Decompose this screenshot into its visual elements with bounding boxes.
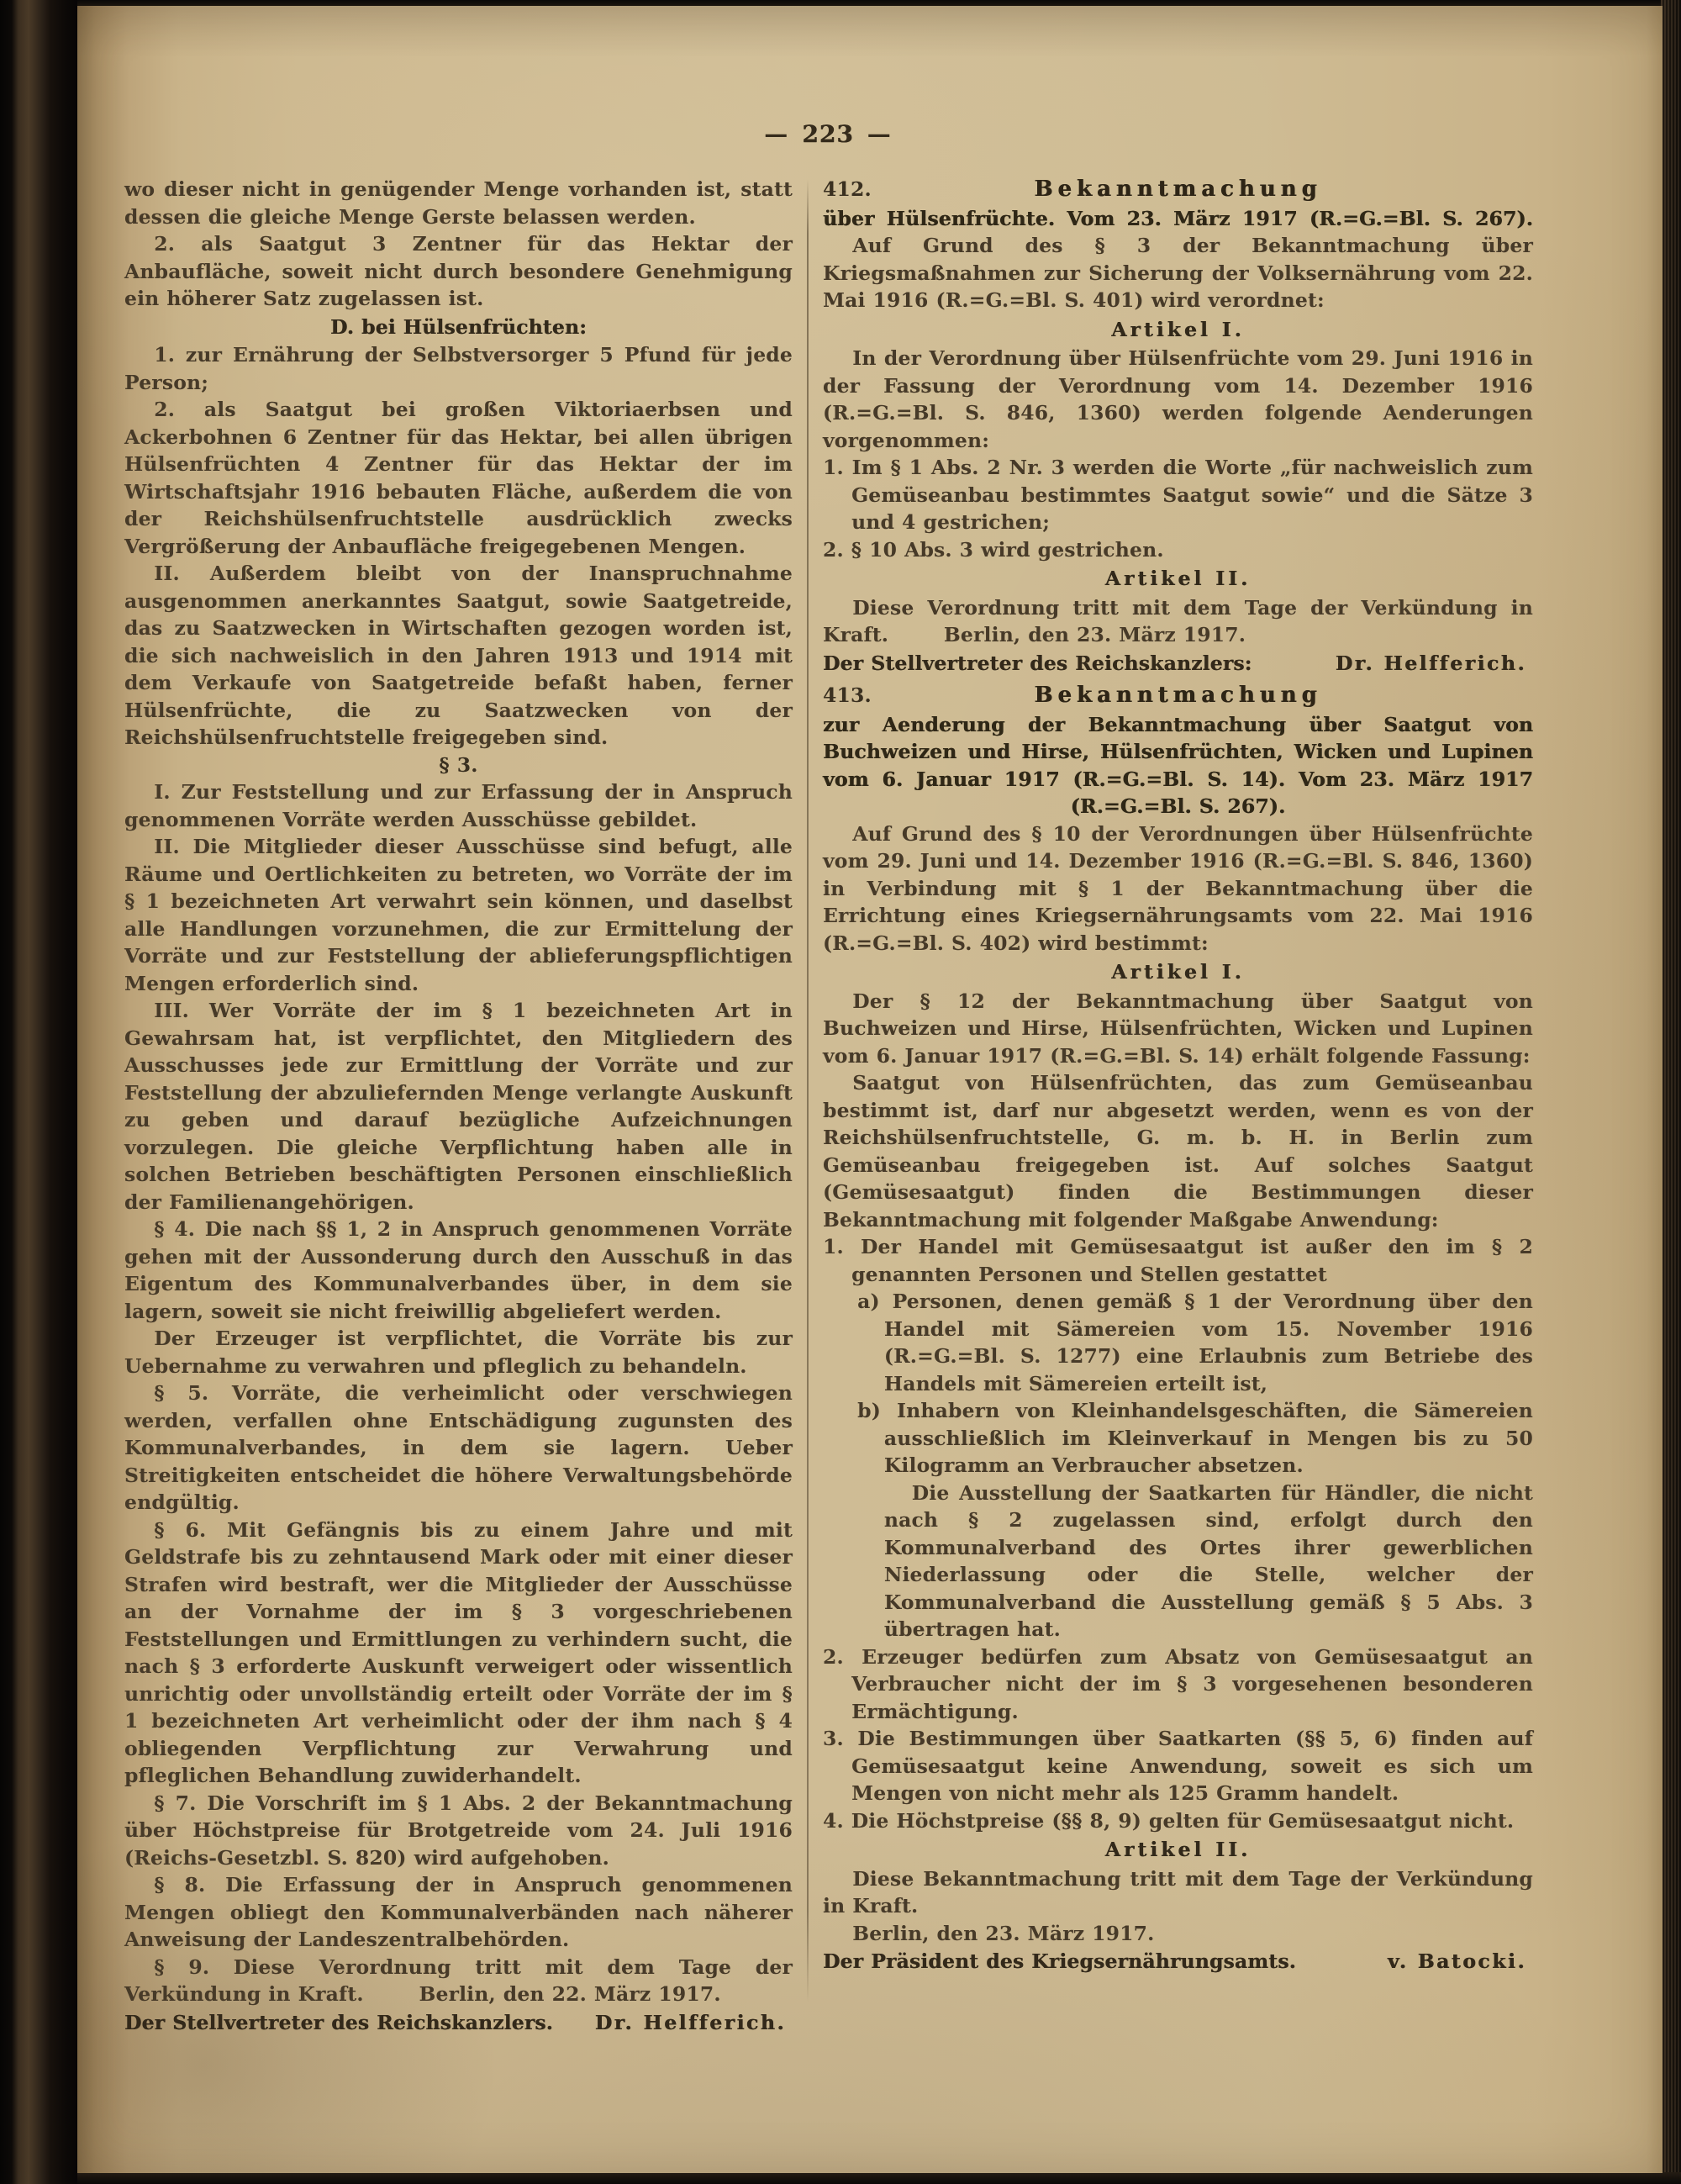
paragraph: Diese Bekanntmachung tritt mit dem Tage der Verkündung in Kraft.	[823, 1866, 1533, 1918]
paragraph: 2. als Saatgut 3 Zentner für das Hektar der Anbaufläche, soweit nicht durch besondere Genehmigung ein höherer Satz zugelassen ist.	[124, 232, 793, 310]
paragraph: § 4. Die nach §§ 1, 2 in Anspruch genommenen Vorräte gehen mit der Aussonderung durch den Ausschuß in das Eigentum des Kommunalverbandes über, in dem sie lagern, soweit sie nicht freiwillig abgeliefert werden.	[124, 1217, 793, 1323]
book-spine	[0, 0, 77, 2184]
list-continuation: Die Ausstellung der Saatkarten für Händler, die nicht nach § 2 zugelassen sind, erfolgt durch den Kommunalverband des Ortes ihrer gewerblichen Niederlassung oder die Stelle, welcher der Kommunalverband die Ausstellung gemäß § 5 Abs. 3 übertragen hat.	[883, 1480, 1533, 1641]
page-edge-bottom	[77, 2172, 1681, 2184]
section-subtitle: über Hülsenfrüchte. Vom 23. März 1917 (R.=G.=Bl. S. 267).	[823, 206, 1533, 230]
section-number: 413.	[823, 683, 872, 707]
header-dash-right: —	[867, 120, 892, 148]
paragraph: In der Verordnung über Hülsenfrüchte vom 29. Juni 1916 in der Fassung der Verordnung vom 14. Dezember 1916 (R.=G.=Bl. S. 846, 1360) werden folgende Aenderungen vorgenommen:	[823, 346, 1533, 452]
page-header	[77, 122, 1620, 147]
paragraph: II. Außerdem bleibt von der Inanspruchnahme ausgenommen anerkanntes Saatgut, sowie Saatgetreide, das zu Saatzwecken in Wirtschaften gezogen worden ist, die sich nachweislich in den Jahren 1913 und 1914 mit dem Verkaufe von Saatgetreide befaßt haben, ferner Hülsenfrüchte, die zu Saatzwecken von der Reichshülsenfruchtstelle freigegeben sind.	[124, 562, 793, 749]
signature-name: v. Batocki.	[1387, 1949, 1526, 1973]
paragraph: III. Wer Vorräte der im § 1 bezeichneten Art in Gewahrsam hat, ist verpflichtet, den Mitgliedern des Ausschusses jede zur Ermittlung der Vorräte und zur Feststellung der abzuliefernden Menge verlangte Auskunft zu geben und darauf bezügliche Aufzeichnungen vorzulegen. Die gleiche Verpflichtung haben alle in solchen Betrieben beschäftigten Personen einschließlich der Familienangehörigen.	[124, 999, 793, 1214]
page-number: 223	[802, 120, 854, 148]
list-item: 2. § 10 Abs. 3 wird gestrichen.	[823, 537, 1164, 562]
signature-role: Der Präsident des Kriegsernährungsamts.	[823, 1949, 1296, 1973]
two-column-text	[77, 176, 1663, 2036]
paragraph: § 7. Die Vorschrift im § 1 Abs. 2 der Bekanntmachung über Höchstpreise für Brotgetreide vom 24. Juli 1916 (Reichs-Gesetzbl. S. 820) wird aufgehoben.	[124, 1791, 793, 1870]
right-column	[823, 176, 1533, 2036]
section-413-header	[823, 682, 1533, 710]
paragraph: Saatgut von Hülsenfrüchten, das zum Gemüseanbau bestimmt ist, darf nur abgesetzt werden, wenn es von der Reichshülsenfruchtstelle, G. m. b. H. in Berlin zum Gemüseanbau freigegeben ist. Auf solches Saatgut (Gemüsesaatgut) finden die Bestimmungen dieser Bekanntmachung mit folgender Maßgabe Anwendung:	[823, 1071, 1533, 1232]
section-412-header	[823, 176, 1533, 203]
list-item: 4. Die Höchstpreise (§§ 8, 9) gelten für Gemüsesaatgut nicht.	[823, 1808, 1515, 1833]
section-title: Bekanntmachung	[1034, 683, 1322, 708]
article-heading: Artikel I.	[1111, 960, 1245, 984]
page-edge-stack	[1661, 0, 1681, 2184]
list-item: 1. Im § 1 Abs. 2 Nr. 3 werden die Worte „für nachweislich zum Gemüseanbau bestimmtes Saatgut sowie“ und die Sätze 3 und 4 gestrichen;	[823, 456, 1533, 534]
section-number: 412.	[823, 177, 872, 201]
sub-list-item: b) Inhabern von Kleinhandelsgeschäften, die Sämereien ausschließlich im Kleinverkauf in Mengen bis zu 50 Kilogramm an Verbraucher absetzen.	[857, 1399, 1533, 1477]
date-line: Berlin, den 23. März 1917.	[943, 623, 1246, 646]
signature-role: Der Stellvertreter des Reichskanzlers.	[124, 2010, 554, 2034]
header-dash-left: —	[764, 120, 789, 148]
article-heading: Artikel I.	[1111, 317, 1245, 341]
list-item: 3. Die Bestimmungen über Saatkarten (§§ 5, 6) finden auf Gemüsesaatgut keine Anwendung, soweit es sich um Mengen von nicht mehr als 125 Gramm handelt.	[823, 1727, 1533, 1805]
date-line: Berlin, den 22. März 1917.	[419, 1982, 721, 2006]
closing-paragraph	[124, 1954, 793, 2008]
section-subtitle: zur Aenderung der Bekanntmachung über Saatgut von Buchweizen und Hirse, Hülsenfrüchten, Wicken und Lupinen vom 6. Januar 1917 (R.=G.=Bl. S. 14). Vom 23. März 1917 (R.=G.=Bl. S. 267).	[823, 712, 1533, 818]
closing-paragraph	[823, 594, 1533, 649]
signature-row	[823, 1948, 1533, 1976]
paragraph: 1. zur Ernährung der Selbstversorger 5 Pfund für jede Person;	[124, 343, 793, 394]
paragraph: 2. als Saatgut bei großen Viktoriaerbsen und Ackerbohnen 6 Zentner für das Hektar, bei allen übrigen Hülsenfrüchten 4 Zentner für das Hektar der im Wirtschaftsjahr 1916 bebauten Fläche, außerdem die von der Reichshülsenfruchtstelle ausdrücklich zwecks Vergrößerung der Anbaufläche freigegebenen Mengen.	[124, 398, 793, 558]
paragraph: Der § 12 der Bekanntmachung über Saatgut von Buchweizen und Hirse, Hülsenfrüchten, Wicken und Lupinen vom 6. Januar 1917 (R.=G.=Bl. S. 14) erhält folgende Fassung:	[823, 989, 1533, 1068]
list-item: 1. Der Handel mit Gemüsesaatgut ist außer den im § 2 genannten Personen und Stellen gestattet	[823, 1235, 1533, 1286]
paragraph: Der Erzeuger ist verpflichtet, die Vorräte bis zur Uebernahme zu verwahren und pfleglich zu behandeln.	[124, 1327, 793, 1378]
list-item: 2. Erzeuger bedürfen zum Absatz von Gemüsesaatgut an Verbraucher nicht der im § 3 vorgesehenen besonderen Ermächtigung.	[823, 1644, 1533, 1723]
closing-text: Diese Verordnung tritt mit dem Tage der Verkündung in Kraft.	[823, 595, 1533, 646]
paragraph: wo dieser nicht in genügender Menge vorhanden ist, statt dessen die gleiche Menge Gerste belassen werden.	[124, 177, 793, 229]
column-divider	[807, 179, 809, 2002]
signature-row	[823, 650, 1533, 678]
article-heading: Artikel II.	[1104, 567, 1252, 590]
paragraph: § 6. Mit Gefängnis bis zu einem Jahre und mit Geldstrafe bis zu zehntausend Mark oder mit einer dieser Strafen wird bestraft, wer die Mitglieder der Ausschüsse an der Vornahme der im § 3 vorgeschriebenen Feststellungen und Ermittlungen zu verhindern sucht, die nach § 3 erforderte Auskunft verweigert oder wissentlich unrichtig oder unvollständig erteilt oder Vorräte der im § 1 bezeichneten Art verheimlicht oder der ihm nach § 4 obliegenden Verpflichtung zur Verwahrung und pfleglichen Behandlung zuwiderhandelt.	[124, 1517, 793, 1787]
signature-name: Dr. Helfferich.	[594, 2010, 786, 2034]
paragraph: Auf Grund des § 3 der Bekanntmachung über Kriegsmaßnahmen zur Sicherung der Volksernährung vom 22. Mai 1916 (R.=G.=Bl. S. 401) wird verordnet:	[823, 234, 1533, 312]
paragraph: II. Die Mitglieder dieser Ausschüsse sind befugt, alle Räume und Oertlichkeiten zu betreten, wo Vorräte der im § 1 bezeichneten Art verwahrt sein können, und daselbst alle Handlungen vorzunehmen, die zur Ermittelung der Vorräte und zur Feststellung der ablieferungspflichtigen Mengen erforderlich sind.	[124, 835, 793, 995]
paragraph: I. Zur Feststellung und zur Erfassung der in Anspruch genommenen Vorräte werden Ausschüsse gebildet.	[124, 780, 793, 831]
sub-list-item: a) Personen, denen gemäß § 1 der Verordnung über den Handel mit Sämereien vom 15. November 1916 (R.=G.=Bl. S. 1277) eine Erlaubnis zum Betriebe des Handels mit Sämereien erteilt ist,	[857, 1290, 1533, 1395]
closing-text: § 9. Diese Verordnung tritt mit dem Tage der Verkündung in Kraft.	[124, 1955, 793, 2006]
book-page	[77, 6, 1663, 2173]
signature-row	[124, 2009, 793, 2037]
signature-name: Dr. Helfferich.	[1335, 651, 1526, 675]
paragraph: § 5. Vorräte, die verheimlicht oder verschwiegen werden, verfallen ohne Entschädigung zugunsten des Kommunalverbandes, in dem sie lagern. Ueber Streitigkeiten entscheidet die höhere Verwaltungsbehörde endgültig.	[124, 1381, 793, 1514]
paragraph: § 8. Die Erfassung der in Anspruch genommenen Mengen obliegt den Kommunalverbänden nach näherer Anweisung der Landeszentralbehörden.	[124, 1873, 793, 1951]
article-heading: Artikel II.	[1104, 1838, 1252, 1861]
left-column	[124, 176, 793, 2036]
section-title: Bekanntmachung	[1034, 177, 1322, 202]
signature-role: Der Stellvertreter des Reichskanzlers:	[823, 651, 1252, 675]
paragraph: Auf Grund des § 10 der Verordnungen über Hülsenfrüchte vom 29. Juni und 14. Dezember 1916 (R.=G.=Bl. S. 846, 1360) in Verbindung mit § 1 der Bekanntmachung über die Errichtung eines Kriegsernährungsamts vom 22. Mai 1916 (R.=G.=Bl. S. 402) wird bestimmt:	[823, 821, 1533, 955]
date-line: Berlin, den 23. März 1917.	[852, 1921, 1155, 1945]
subsection-heading: D. bei Hülsenfrüchten:	[330, 314, 587, 339]
section-mark: § 3.	[439, 752, 478, 777]
